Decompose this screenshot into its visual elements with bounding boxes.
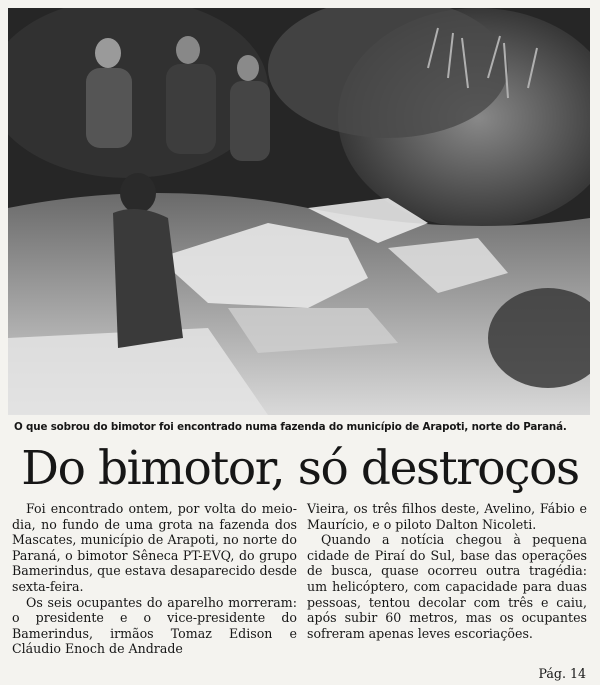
news-photo — [8, 8, 590, 415]
article-column-right — [307, 501, 587, 641]
article-paragraph: Os seis ocupantes do aparelho morreram: o presidente e o vice-presidente do Bamerindus, irmãos Tomaz Edison e Cláudio Enoch de Andrade — [12, 594, 297, 657]
article-paragraph: Vieira, os três filhos deste, Avelino, Fábio e Maurício, e o piloto Dalton Nicoleti. — [307, 501, 587, 532]
photo-caption: O que sobrou do bimotor foi encontrado numa fazenda do município de Arapoti, norte do Paraná. — [14, 421, 567, 433]
article-paragraph: Quando a notícia chegou à pequena cidade de Piraí do Sul, base das operações de busca, quase ocorreu outra tragédia: um helicóptero, com capacidade para duas pessoas, tentou decolar com três e caiu, após subir 60 metros, mas os ocupantes sofreram apenas leves escoriações. — [307, 532, 587, 641]
wreckage-photo — [8, 8, 590, 415]
article-paragraph: Foi encontrado ontem, por volta do meio-dia, no fundo de uma grota na fazenda dos Mascates, município de Arapoti, no norte do Paraná, o bimotor Sêneca PT-EVQ, do grupo Bamerindus, que estava desaparecido desde sexta-feira. — [12, 501, 297, 594]
article-column-left — [12, 501, 297, 657]
page-reference: Pág. 14 — [538, 666, 586, 681]
headline: Do bimotor, só destroços — [21, 441, 579, 496]
